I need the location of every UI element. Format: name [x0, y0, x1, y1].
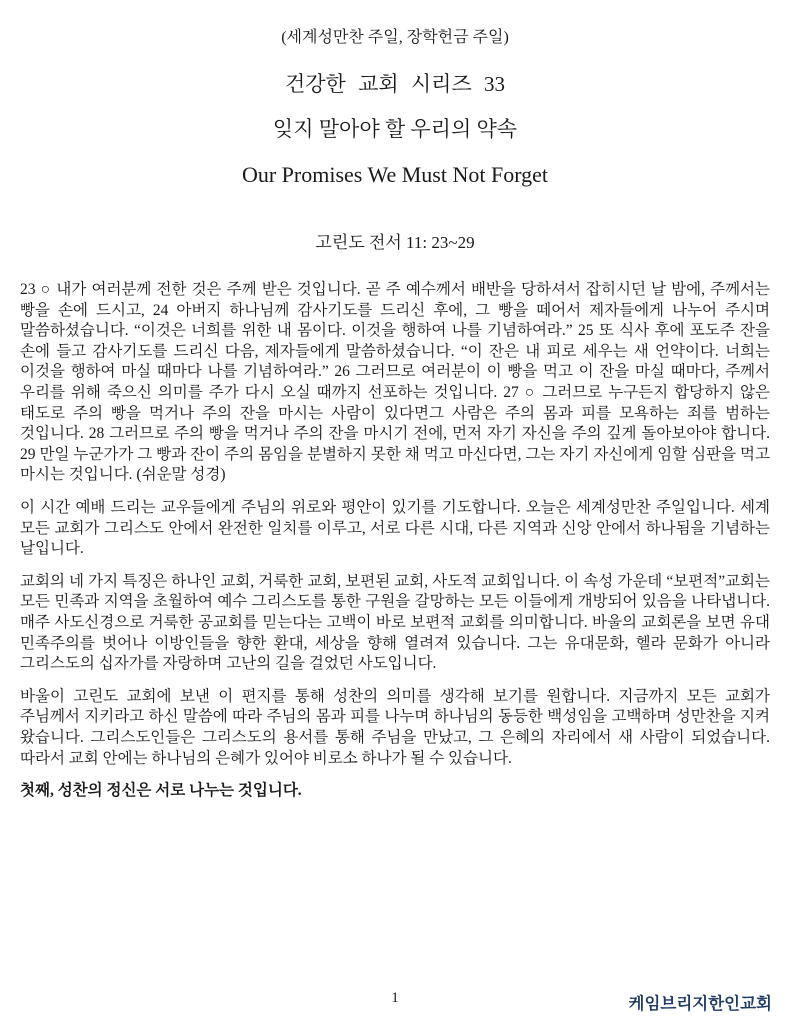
communion-meaning-paragraph: 바울이 고린도 교회에 보낸 이 편지를 통해 성찬의 의미를 생각해 보기를 원합니다. 지금까지 모든 교회가 주님께서 지키라고 하신 말씀에 따라 주님의 몸과 피를 나누며 하나님의 동등한 백성임을 고백하며 성만찬을 지켜 왔습니다. 그리스도인들은 그리스도의 용서를 통해 주님을 만났고, 그 은혜의 자리에서 새 사람이 되었습니다. 따라서 교회 안에는 하나님의 은혜가 있어야 비로소 하나가 될 수 있습니다.: [20, 687, 770, 767]
church-name: 케임브리지한인교회: [628, 994, 772, 1013]
church-marks-paragraph: 교회의 네 가지 특징은 하나인 교회, 거룩한 교회, 보편된 교회, 사도적 교회입니다. 이 속성 가운데 “보편적”교회는 모든 민족과 지역을 초월하여 예수 그리스도를 통한 구원을 갈망하는 모든 이들에게 개방되어 있음을 나타냅니다. 매주 사도신경으로 거룩한 공교회를 믿는다는 고백이 바로 보편적 교회를 의미합니다. 바울의 교회론을 보면 유대 민족주의를 벗어나 이방인들을 향한 환대, 세상을 향해 열려져 있습니다. 그는 유대문화, 헬라 문화가 아니라 그리스도의 십자가를 자랑하며 고난의 길을 걸었던 사도입니다.: [20, 572, 770, 673]
header-note: (세계성만찬 주일, 장학헌금 주일): [281, 29, 509, 46]
scripture-reference: 고린도 전서 11: 23~29: [315, 232, 475, 252]
series-title: 건강한 교회 시리즈 33: [284, 71, 506, 96]
document-body: [20, 280, 770, 802]
scripture-passage-paragraph: 23 ○ 내가 여러분께 전한 것은 주께 받은 것입니다. 곧 주 예수께서 배반을 당하셔서 잡히시던 날 밤에, 주께서는 빵을 손에 드시고, 24 아버지 하나님께 감사기도를 드리신 후에, 그 빵을 떼어서 제자들에게 나누어 주시며 말씀하셨습니다. “이것은 너희를 위한 내 몸이다. 이것을 행하여 나를 기념하여라.” 25 또 식사 후에 포도주 잔을 손에 들고 감사기도를 드리신 다음, 제자들에게 말씀하셨습니다. “이 잔은 내 피로 세우는 새 언약이다. 너희는 이것을 행하여 마실 때마다 나를 기념하여라.” 26 그러므로 여러분이 이 빵을 먹고 이 잔을 마실 때마다, 주께서 우리를 위해 죽으신 의미를 주가 다시 오실 때까지 선포하는 것입니다. 27 ○ 그러므로 누구든지 합당하지 않은 태도로 주의 빵을 먹거나 주의 잔을 마시는 사람이 있다면그 사람은 주의 몸과 피를 모욕하는 죄를 범하는 것입니다. 28 그러므로 주의 빵을 먹거나 주의 잔을 마시기 전에, 먼저 자기 자신을 주의 깊게 돌아보아야 합니다. 29 만일 누군가가 그 빵과 잔이 주의 몸임을 분별하지 못한 채 먹고 마신다면, 그는 자기 자신에게 임할 심판을 먹고 마시는 것입니다. (쉬운말 성경): [20, 281, 770, 484]
sermon-title-korean: 잊지 말아야 할 우리의 약속: [272, 117, 518, 142]
document-header: [20, 0, 770, 190]
page-number: 1: [391, 990, 399, 1006]
section-heading-first-point: 첫째, 성찬의 정신은 서로 나누는 것입니다.: [20, 782, 302, 800]
greeting-paragraph: 이 시간 예배 드리는 교우들에게 주님의 위로와 평안이 있기를 기도합니다. 오늘은 세계성만찬 주일입니다. 세계 모든 교회가 그리스도 안에서 완전한 일치를 이루고, 서로 다른 시대, 다른 지역과 신앙 안에서 하나됨을 기념하는 날입니다.: [20, 499, 770, 558]
sermon-title-english: Our Promises We Must Not Forget: [241, 162, 549, 188]
document-footer: [0, 990, 790, 1012]
